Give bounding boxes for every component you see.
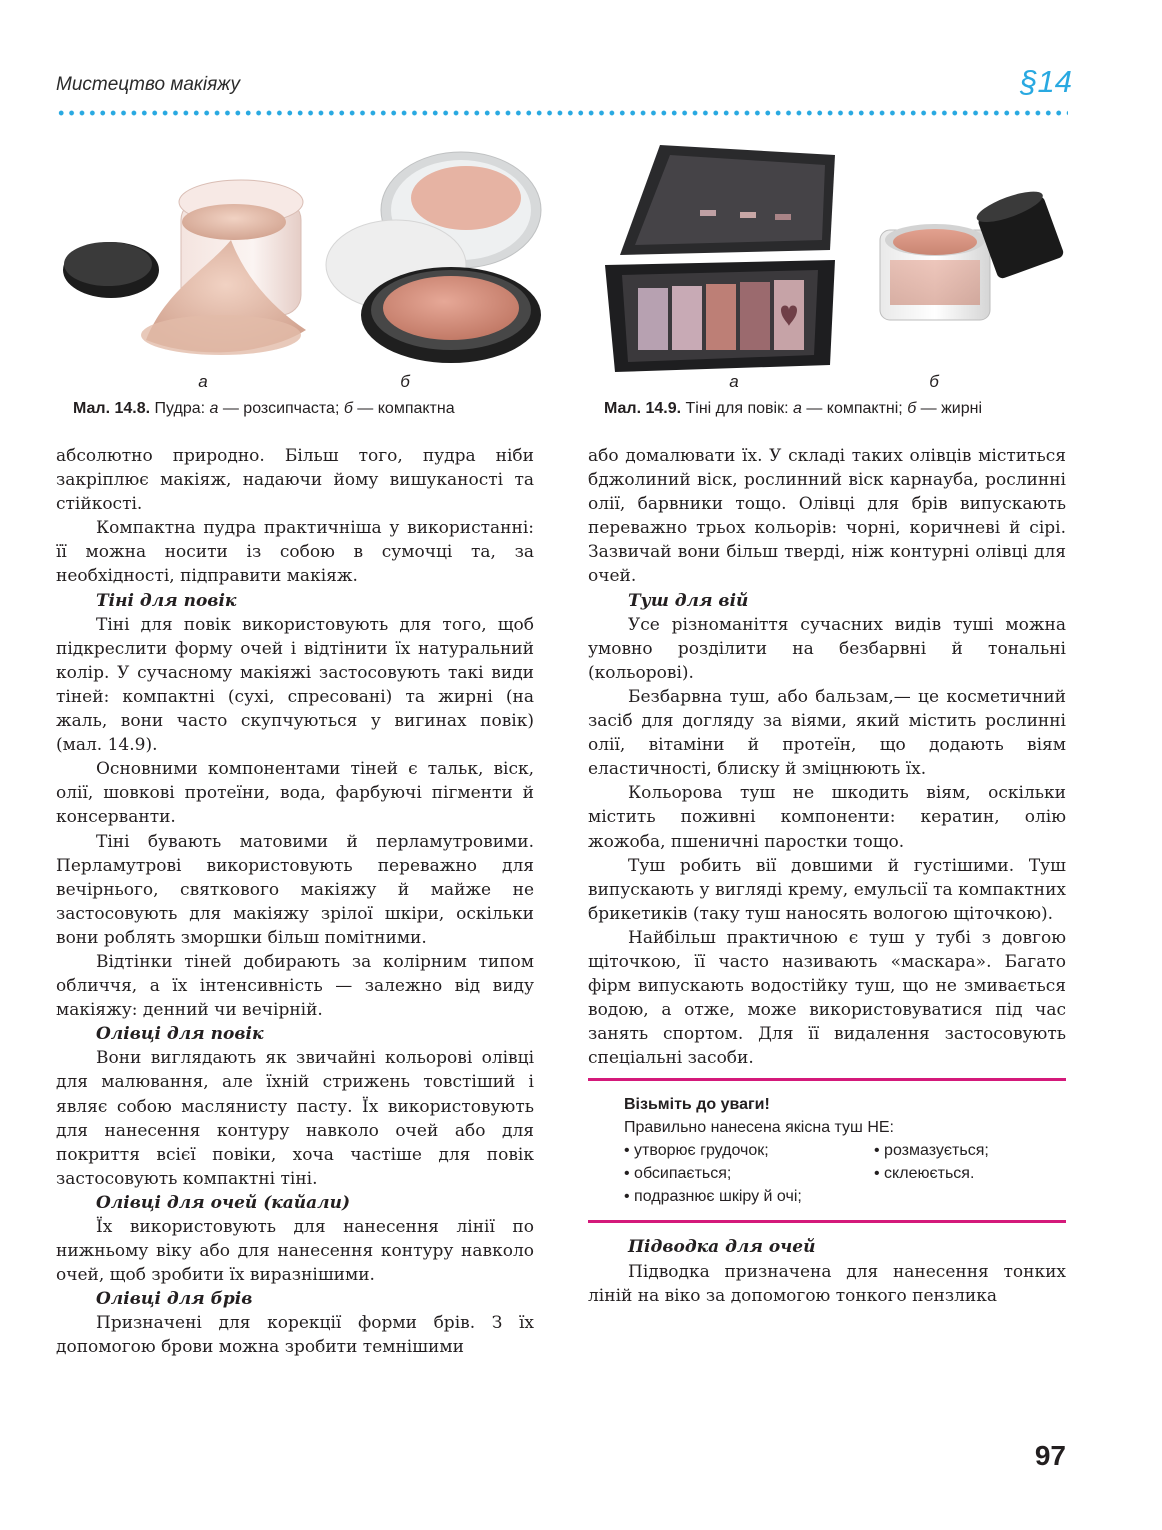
subheading-mascara: Туш для вій <box>628 590 749 611</box>
page-number: 97 <box>1034 1440 1066 1471</box>
paragraph: абсолютно природно. Більш того, пудра ніби закріплює макіяж, надаючи йому вишуканості та стійкості. <box>56 446 534 515</box>
figure-14-9-label-a: а <box>729 372 739 391</box>
paragraph: Тіні для повік використовують для того, щоб підкреслити форму очей і відтінити їх натуральний колір. У сучасному макіяжі застосовують такі види тіней: компактні (сухі, спресовані) та жирні (на жаль, вони часто скупчуються у вигинах повік) (мал. 14.9). <box>56 614 534 756</box>
caption-number: Мал. 14.9. <box>604 400 682 417</box>
paragraph: Відтінки тіней добирають за колірним типом обличчя, а їх інтенсивність — залежно від виду макіяжу: денний чи вечірній. <box>56 951 534 1021</box>
note-list-item: • подразнює шкіру й очі; <box>624 1188 802 1206</box>
note-list-item: • склеюється. <box>874 1165 975 1183</box>
note-bottom-rule <box>588 1220 1066 1223</box>
note-list <box>624 1139 1066 1208</box>
attention-note-box <box>588 1078 1066 1223</box>
paragraph: Туш робить вії довшими й густішими. Туш випускають у вигляді крему, емульсії та компактних брикетиків (таку туш наносять вологою щіточкою). <box>588 855 1066 924</box>
paragraph: Тіні бувають матовими й перламутровими. Перламутрові використовують переважно для вечірнього, святкового макіяжу й майже не застосовують для макіяжу зрілої шкіри, оскільки вони роблять зморшки більш помітними. <box>56 831 534 948</box>
section-number: §14 <box>1020 64 1072 99</box>
note-list-item: • обсипається; <box>624 1165 732 1183</box>
subheading-eyeliner: Підводка для очей <box>628 1237 816 1258</box>
figure-14-8-caption: Мал. 14.8. Пудра: а — розсипчаста; б — компактна <box>73 400 455 417</box>
header-dotted-divider <box>56 110 1068 116</box>
figure-14-9-eyeshadow <box>600 140 1070 375</box>
subheading-eye-pencils: Олівці для очей (кайали) <box>96 1192 350 1213</box>
paragraph: Компактна пудра практичніша у використанні: її можна носити із собою в сумочці та, за необхідності, підправити макіяж. <box>56 518 534 587</box>
paragraph: Вони виглядають як звичайні кольорові олівці для малювання, але їхній стрижень товстіший і являє собою маслянисту пасту. Їх використовують для нанесення контуру навколо очей або для покриття всієї повіки, хоча частіше для повік застосовують компактні тіні. <box>56 1048 534 1189</box>
loose-powder-jar <box>63 180 306 355</box>
paragraph: Усе різноманіття сучасних видів туші можна умовно розділити на безбарвні й тональні (кольорові). <box>588 614 1066 683</box>
paragraph: Призначені для корекції форми брів. З їх допомогою брови можна зробити темнішими <box>56 1313 534 1358</box>
compact-powder-case <box>326 152 541 363</box>
figure-14-9-label-b: б <box>929 372 939 391</box>
running-header: Мистецтво макіяжу <box>56 74 241 95</box>
caption-number: Мал. 14.8. <box>73 400 151 417</box>
eyeshadow-palette <box>605 145 835 372</box>
figure-14-9-caption: Мал. 14.9. Тіні для повік: а — компактні; б — жирні <box>604 400 983 417</box>
figure-14-8-label-b: б <box>400 372 410 391</box>
subheading-lid-pencils: Олівці для повік <box>96 1024 264 1045</box>
right-text-column <box>588 444 1066 1308</box>
paragraph: Безбарвна туш, або бальзам,— це косметичний засіб для догляду за віями, який містить рослинні олії, вітаміни й протеїн, що додають віям еластичності, блиску й зміцнюють їх. <box>588 686 1066 780</box>
note-title: Візьміть до уваги! <box>624 1096 770 1114</box>
paragraph: Підводка призначена для нанесення тонких ліній на віко за допомогою тонкого пензлика <box>588 1261 1066 1306</box>
subheading-brow-pencils: Олівці для брів <box>96 1289 253 1310</box>
note-intro: Правильно нанесена якісна туш НЕ: <box>624 1119 894 1137</box>
note-list-item: • розмазується; <box>874 1142 989 1160</box>
figure-14-8-label-a: а <box>198 372 208 391</box>
paragraph: Кольорова туш не шкодить віям, оскільки містить поживні компоненти: кератин, олію жожоба, пшеничні паростки тощо. <box>588 783 1066 852</box>
left-text-column <box>56 444 534 1360</box>
cream-eyeshadow-jar <box>880 185 1065 320</box>
figure-14-8-powder <box>56 140 546 375</box>
powder-illustration <box>56 140 546 375</box>
eyeshadow-illustration <box>600 140 1070 375</box>
paragraph: Їх використовують для нанесення лінії по нижньому віку або для нанесення контуру навколо очей, щоб зробити їх виразнішими. <box>56 1217 534 1286</box>
paragraph: Найбільш практичною є туш у тубі з довгою щіточкою, її часто називають «маскара». Багато фірм випускають водостійку туш, що не змивається водою, а отже, може використовуватися під час занять спортом. Для її видалення застосовують спеціальні засоби. <box>588 927 1066 1069</box>
paragraph: або домалювати їх. У складі таких олівців міститься бджолиний віск, рослинний віск карнауба, рослинні олії, барвники тощо. Олівці для брів випускають переважно трьох кольорів: чорні, коричневі й сірі. Зазвичай вони більш тверді, ніж контурні олівці для очей. <box>588 446 1066 587</box>
subheading-eyeshadow: Тіні для повік <box>96 590 237 611</box>
note-list-item: • утворює грудочок; <box>624 1142 769 1160</box>
paragraph: Основними компонентами тіней є тальк, віск, олії, шовкові протеїни, вода, фарбуючі пігменти й консерванти. <box>56 759 534 828</box>
